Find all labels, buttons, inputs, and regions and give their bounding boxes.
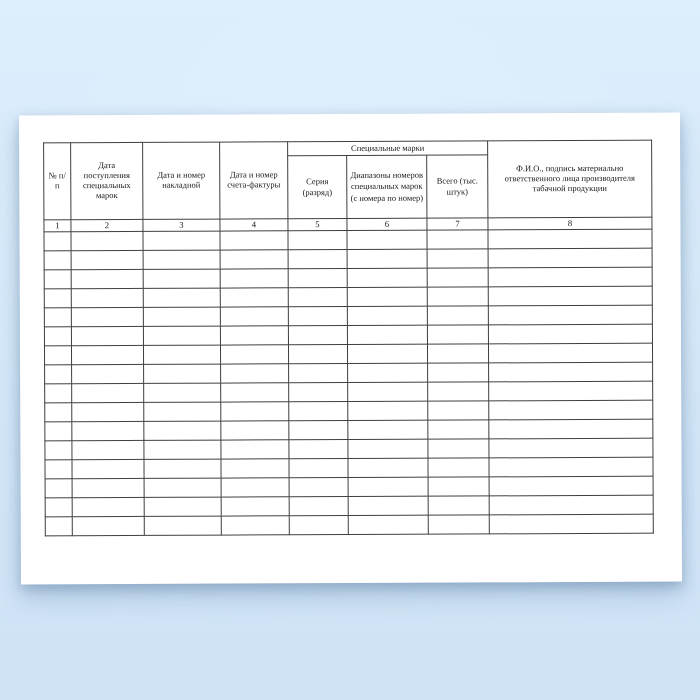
empty-cell — [288, 268, 347, 287]
empty-cell — [348, 496, 428, 515]
empty-cell — [220, 325, 288, 344]
empty-cell — [45, 383, 72, 402]
empty-cell — [489, 514, 653, 534]
stamps-register-table — [43, 140, 654, 536]
empty-cell — [489, 419, 653, 439]
empty-cell — [144, 516, 221, 535]
empty-cell — [428, 363, 489, 382]
empty-cell — [428, 477, 489, 496]
empty-cell — [489, 400, 653, 420]
empty-cell — [347, 230, 427, 249]
empty-cell — [427, 230, 488, 249]
empty-cell — [45, 459, 72, 478]
column-number: 7 — [427, 218, 488, 230]
empty-cell — [44, 250, 71, 269]
header-receipt-date: Дата поступления специальных марок — [71, 142, 143, 219]
empty-cell — [428, 382, 489, 401]
header-special-stamps-group: Специальные марки — [288, 141, 488, 156]
column-number: 6 — [347, 218, 427, 230]
empty-cell — [72, 440, 144, 459]
empty-cell — [428, 401, 489, 420]
header-series: Серия (разряд) — [288, 156, 347, 219]
empty-cell — [348, 401, 428, 420]
empty-cell — [71, 288, 143, 307]
empty-cell — [289, 382, 348, 401]
empty-cell — [71, 250, 143, 269]
empty-cell — [143, 231, 220, 250]
empty-cell — [71, 231, 143, 250]
empty-cell — [71, 326, 143, 345]
empty-cell — [72, 516, 144, 535]
empty-cell — [428, 420, 489, 439]
document-sheet — [19, 113, 682, 585]
empty-cell — [427, 344, 488, 363]
column-number: 8 — [488, 217, 652, 229]
empty-cell — [72, 421, 144, 440]
empty-cell — [71, 345, 143, 364]
empty-cell — [488, 248, 652, 268]
empty-cell — [45, 364, 72, 383]
empty-cell — [348, 420, 428, 439]
column-number: 5 — [288, 219, 347, 231]
empty-cell — [220, 344, 288, 363]
empty-cell — [220, 249, 288, 268]
empty-cell — [45, 497, 72, 516]
header-vat-invoice: Дата и номер счета-фактуры — [220, 142, 288, 219]
empty-cell — [489, 457, 653, 477]
empty-cell — [347, 306, 427, 325]
header-number-ranges: Диапазоны номеров специальных марок (с номера по номер) — [347, 155, 427, 218]
header-waybill: Дата и номер накладной — [143, 142, 220, 219]
empty-cell — [489, 495, 653, 515]
empty-cell — [289, 420, 348, 439]
empty-cell — [288, 287, 347, 306]
empty-cell — [221, 515, 289, 534]
empty-cell — [348, 477, 428, 496]
empty-cell — [44, 231, 71, 250]
column-number: 4 — [220, 219, 288, 231]
empty-cell — [72, 497, 144, 516]
empty-cell — [488, 286, 652, 306]
empty-cell — [347, 268, 427, 287]
empty-cell — [45, 421, 72, 440]
empty-cell — [428, 458, 489, 477]
empty-cell — [427, 268, 488, 287]
empty-cell — [72, 478, 144, 497]
empty-cell — [427, 249, 488, 268]
header-row-number: № п/п — [44, 143, 71, 220]
empty-cell — [347, 249, 427, 268]
empty-cell — [427, 325, 488, 344]
empty-cell — [347, 325, 427, 344]
empty-cell — [144, 383, 221, 402]
empty-cell — [72, 459, 144, 478]
group-header-row — [44, 140, 652, 157]
empty-cell — [72, 402, 144, 421]
empty-cell — [143, 326, 220, 345]
empty-cell — [289, 496, 348, 515]
empty-cell — [144, 497, 221, 516]
empty-cell — [289, 458, 348, 477]
empty-cell — [289, 477, 348, 496]
empty-cell — [348, 515, 428, 534]
empty-cell — [44, 269, 71, 288]
empty-cell — [289, 363, 348, 382]
empty-cell — [489, 343, 653, 363]
empty-cell — [347, 344, 427, 363]
empty-cell — [220, 306, 288, 325]
empty-cell — [428, 439, 489, 458]
empty-cell — [144, 478, 221, 497]
empty-cell — [288, 325, 347, 344]
empty-cell — [488, 305, 652, 325]
column-number: 3 — [143, 219, 220, 231]
empty-cell — [144, 421, 221, 440]
empty-cell — [45, 440, 72, 459]
empty-cell — [71, 307, 143, 326]
empty-cell — [428, 515, 489, 534]
empty-cell — [71, 269, 143, 288]
empty-cell — [427, 306, 488, 325]
empty-cell — [289, 401, 348, 420]
empty-cell — [44, 345, 71, 364]
empty-cell — [348, 382, 428, 401]
empty-cell — [72, 383, 144, 402]
empty-cell — [72, 364, 144, 383]
empty-cell — [489, 362, 653, 382]
empty-cell — [221, 382, 289, 401]
empty-cell — [489, 476, 653, 496]
empty-cell — [221, 496, 289, 515]
empty-cell — [143, 250, 220, 269]
empty-cell — [489, 438, 653, 458]
empty-cell — [45, 402, 72, 421]
header-total: Всего (тыс. штук) — [427, 155, 488, 218]
empty-cell — [488, 324, 652, 344]
empty-cell — [220, 230, 288, 249]
empty-cell — [44, 326, 71, 345]
empty-cell — [221, 477, 289, 496]
column-number: 1 — [44, 220, 71, 232]
empty-cell — [288, 344, 347, 363]
empty-cell — [428, 496, 489, 515]
empty-cell — [220, 268, 288, 287]
empty-cell — [427, 287, 488, 306]
table-body — [44, 229, 653, 536]
empty-cell — [220, 287, 288, 306]
empty-cell — [143, 288, 220, 307]
empty-cell — [289, 439, 348, 458]
empty-cell — [289, 515, 348, 534]
empty-cell — [348, 439, 428, 458]
empty-cell — [348, 458, 428, 477]
empty-cell — [221, 401, 289, 420]
column-number: 2 — [71, 219, 143, 231]
empty-cell — [221, 420, 289, 439]
empty-cell — [144, 459, 221, 478]
empty-cell — [348, 363, 428, 382]
empty-cell — [221, 439, 289, 458]
empty-cell — [347, 287, 427, 306]
empty-cell — [221, 458, 289, 477]
empty-cell — [488, 267, 652, 287]
empty-cell — [488, 229, 652, 249]
empty-cell — [489, 381, 653, 401]
empty-cell — [143, 307, 220, 326]
empty-cell — [143, 345, 220, 364]
empty-cell — [45, 478, 72, 497]
empty-cell — [288, 306, 347, 325]
header-responsible-person: Ф.И.О., подпись материально ответственного лица производителя табачной продукции — [488, 140, 652, 218]
empty-cell — [144, 364, 221, 383]
empty-cell — [45, 516, 72, 535]
table-row — [45, 514, 653, 536]
empty-cell — [143, 269, 220, 288]
empty-cell — [144, 440, 221, 459]
empty-cell — [288, 230, 347, 249]
empty-cell — [221, 363, 289, 382]
empty-cell — [44, 307, 71, 326]
empty-cell — [288, 249, 347, 268]
table-header — [44, 140, 652, 231]
empty-cell — [144, 402, 221, 421]
empty-cell — [44, 288, 71, 307]
